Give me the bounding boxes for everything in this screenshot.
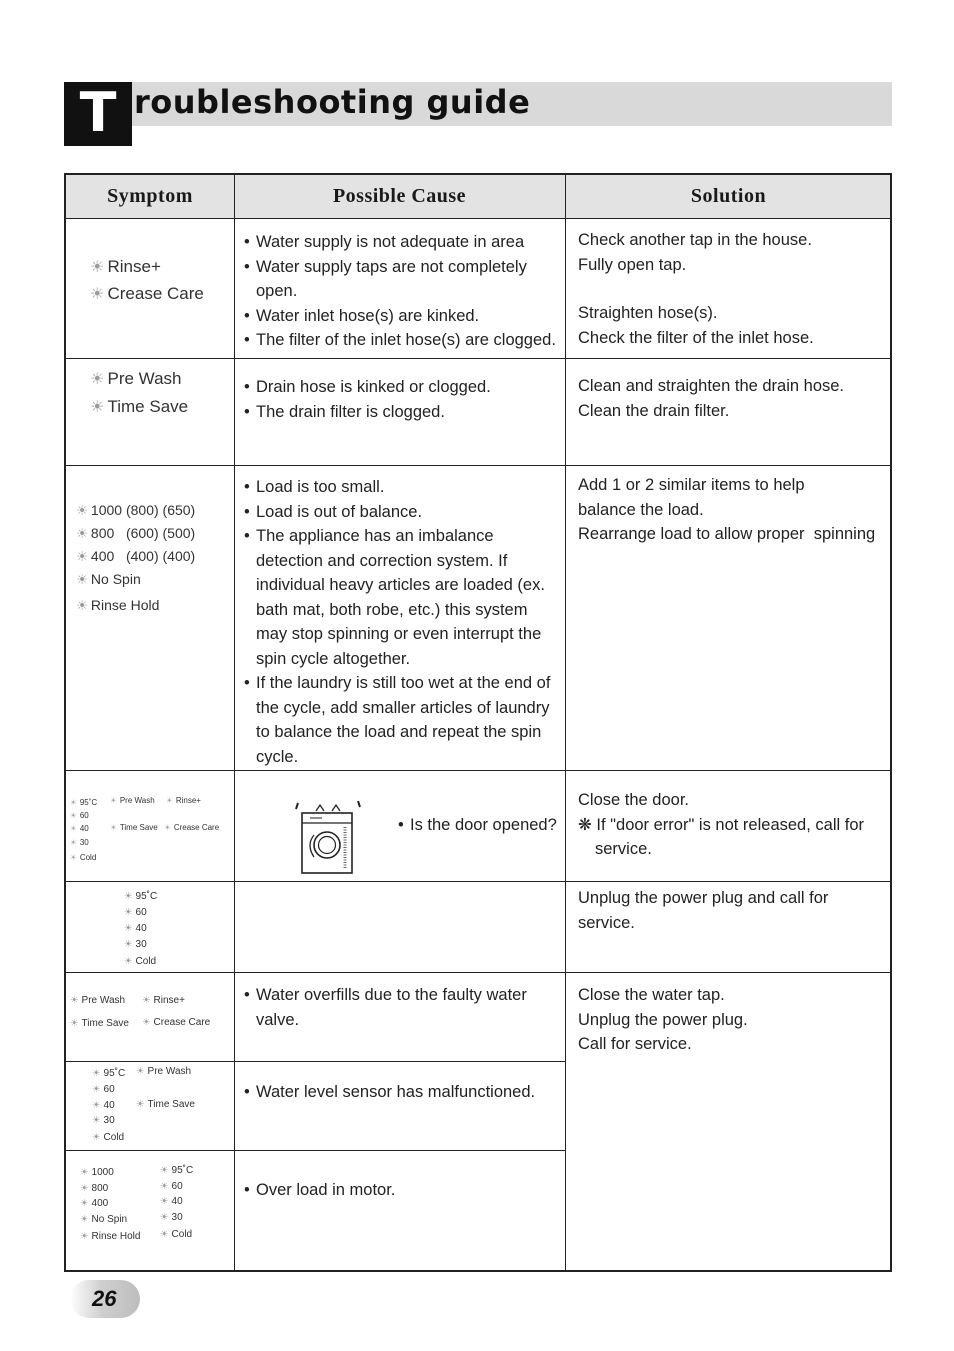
- indicator-30: ☀ 30: [124, 939, 147, 950]
- sparkle-indicator-icon: ☀: [70, 824, 77, 833]
- cause-item: • Water overfills due to the faulty water valve.: [244, 983, 560, 1032]
- indicator-cold: ☀ Cold: [70, 853, 97, 862]
- indicator-no-spin: ☀ No Spin: [76, 568, 141, 591]
- sparkle-indicator-icon: ☀: [142, 1017, 151, 1028]
- indicator-pre-wash: ☀ Pre Wash: [70, 995, 126, 1006]
- indicator-60: ☀ 60: [70, 811, 89, 820]
- solution-list: [578, 228, 883, 350]
- washer-door-open-icon: [276, 801, 376, 877]
- cause-item: • If the laundry is still too wet at the end of the cycle, add smaller articles of laundry to balance the load and repeat the spin cycle.: [244, 671, 562, 769]
- column-divider: [234, 175, 235, 1270]
- cause-list: [244, 375, 560, 424]
- solution-item: Add 1 or 2 similar items to help balance the load.: [578, 476, 805, 519]
- sparkle-indicator-icon: ☀: [90, 398, 105, 416]
- cause-item: • Is the door opened?: [398, 813, 558, 838]
- sparkle-indicator-icon: ☀: [136, 1099, 145, 1110]
- solution-list: [578, 983, 883, 1057]
- indicator-40: ☀ 40: [160, 1196, 183, 1207]
- sparkle-indicator-icon: ☀: [76, 549, 88, 564]
- indicator-pre-wash: ☀ Pre Wash: [136, 1066, 192, 1077]
- sparkle-indicator-icon: ☀: [70, 1018, 79, 1029]
- sparkle-indicator-icon: ☀: [166, 796, 173, 805]
- cause-item: • Over load in motor.: [244, 1178, 560, 1203]
- solution-item: Fully open tap.: [578, 255, 687, 274]
- solution-item: ❋ If "door error" is not released, call for service.: [578, 815, 864, 858]
- indicator-rinse-plus: ☀ Rinse+: [90, 253, 161, 281]
- indicator-30: ☀ 30: [92, 1115, 115, 1126]
- cause-list: [244, 230, 560, 353]
- sparkle-indicator-icon: ☀: [160, 1229, 169, 1240]
- solution-item: Unplug the power plug.: [578, 1010, 748, 1029]
- sparkle-indicator-icon: ☀: [160, 1181, 169, 1192]
- solution-item: Rearrange load to allow proper spinning: [578, 525, 876, 543]
- solution-item: Close the door.: [578, 791, 689, 809]
- cause-item: • Water supply is not adequate in area: [244, 230, 560, 255]
- sparkle-indicator-icon: ☀: [70, 853, 77, 862]
- indicator-rinse-plus: ☀ Rinse+: [166, 796, 201, 805]
- indicator-30: ☀ 30: [160, 1212, 183, 1223]
- indicator-60: ☀ 60: [160, 1181, 183, 1192]
- solution-item: Call for service.: [578, 1035, 692, 1053]
- title-initial-block: T: [64, 82, 132, 146]
- sparkle-indicator-icon: ☀: [76, 598, 88, 613]
- indicator-60: ☀ 60: [124, 907, 147, 918]
- sparkle-indicator-icon: ☀: [80, 1183, 89, 1194]
- cause-list: [244, 983, 560, 1032]
- solution-list: [578, 788, 883, 862]
- cause-item: • Drain hose is kinked or clogged.: [244, 375, 560, 400]
- solution-item: Check the filter of the inlet hose.: [578, 328, 814, 347]
- solution-item: Close the water tap.: [578, 986, 725, 1004]
- sparkle-indicator-icon: ☀: [110, 823, 117, 832]
- sparkle-indicator-icon: ☀: [92, 1100, 101, 1111]
- solution-list: [578, 886, 848, 935]
- solution-list: [578, 473, 876, 547]
- indicator-time-save: ☀ Time Save: [136, 1099, 195, 1110]
- cause-list: [398, 813, 558, 838]
- indicator-rinse-plus: ☀ Rinse+: [142, 995, 185, 1006]
- sparkle-indicator-icon: ☀: [92, 1132, 101, 1143]
- indicator-spin-400: ☀ 400: [80, 1198, 109, 1209]
- solution-item: Clean the drain filter.: [578, 401, 730, 420]
- sparkle-indicator-icon: ☀: [124, 907, 133, 918]
- sparkle-indicator-icon: ☀: [92, 1115, 101, 1126]
- indicator-no-spin: ☀ No Spin: [80, 1214, 128, 1225]
- indicator-40: ☀ 40: [92, 1100, 115, 1111]
- cause-item: • The appliance has an imbalance detection and correction system. If individual heavy articles are loaded (ex. bath mat, both robe, etc.) this system may stop spinning or even interrupt the spin cycle altogether.: [244, 524, 562, 671]
- row-divider: [66, 1150, 565, 1151]
- sparkle-indicator-icon: ☀: [90, 258, 105, 276]
- indicator-spin-800: ☀ 800: [80, 1183, 109, 1194]
- row-divider: [66, 358, 890, 359]
- column-divider: [565, 175, 566, 1270]
- sparkle-indicator-icon: ☀: [70, 811, 77, 820]
- indicator-95c: ☀ 95˚C: [92, 1068, 126, 1079]
- cause-item: • The filter of the inlet hose(s) are clogged.: [244, 328, 560, 353]
- solution-item: Straighten hose(s).: [578, 304, 718, 322]
- sparkle-indicator-icon: ☀: [92, 1084, 101, 1095]
- solution-item: Unplug the power plug and call for service.: [578, 889, 829, 932]
- sparkle-indicator-icon: ☀: [80, 1167, 89, 1178]
- sparkle-indicator-icon: ☀: [70, 995, 79, 1006]
- indicator-spin-1000: ☀ 1000: [80, 1167, 114, 1178]
- indicator-crease-care: ☀ Crease Care: [90, 280, 204, 308]
- indicator-95c: ☀ 95˚C: [160, 1165, 194, 1176]
- indicator-spin-800: ☀ 800 (600) (500): [76, 522, 195, 545]
- page-number: 26: [92, 1286, 117, 1311]
- sparkle-indicator-icon: ☀: [160, 1212, 169, 1223]
- row-divider: [66, 881, 890, 882]
- indicator-spin-400: ☀ 400 (400) (400): [76, 545, 195, 568]
- sparkle-indicator-icon: ☀: [90, 285, 105, 303]
- sparkle-indicator-icon: ☀: [80, 1231, 89, 1242]
- header-solution: Solution: [690, 185, 767, 207]
- sparkle-indicator-icon: ☀: [80, 1198, 89, 1209]
- row-divider: [66, 465, 890, 466]
- row-divider: [66, 218, 890, 219]
- indicator-time-save: ☀ Time Save: [90, 393, 188, 421]
- row-divider: [66, 1061, 565, 1062]
- indicator-cold: ☀ Cold: [124, 956, 157, 967]
- indicator-pre-wash: ☀ Pre Wash: [110, 796, 155, 805]
- cause-item: • Water supply taps are not completely open.: [244, 255, 560, 304]
- sparkle-indicator-icon: ☀: [92, 1068, 101, 1079]
- indicator-time-save: ☀ Time Save: [70, 1018, 129, 1029]
- cause-list: [244, 1080, 560, 1105]
- page-title: roubleshooting guide: [134, 83, 531, 121]
- indicator-spin-1000: ☀ 1000 (800) (650): [76, 499, 195, 522]
- indicator-cold: ☀ Cold: [92, 1132, 125, 1143]
- sparkle-indicator-icon: ☀: [124, 923, 133, 934]
- indicator-30: ☀ 30: [70, 838, 89, 847]
- indicator-time-save: ☀ Time Save: [110, 823, 158, 832]
- cause-item: • The drain filter is clogged.: [244, 400, 560, 425]
- solution-item: Clean and straighten the drain hose.: [578, 377, 845, 395]
- sparkle-indicator-icon: ☀: [76, 526, 88, 541]
- indicator-95c: ☀ 95˚C: [70, 798, 98, 807]
- sparkle-indicator-icon: ☀: [136, 1066, 145, 1077]
- cause-item: • Load is out of balance.: [244, 500, 562, 525]
- indicator-40: ☀ 40: [70, 824, 89, 833]
- sparkle-indicator-icon: ☀: [76, 503, 88, 518]
- cause-list: [244, 475, 562, 769]
- sparkle-indicator-icon: ☀: [160, 1196, 169, 1207]
- header-possible-cause: Possible Cause: [332, 185, 467, 207]
- indicator-crease-care: ☀ Crease Care: [142, 1017, 211, 1028]
- cause-list: [244, 1178, 560, 1203]
- sparkle-indicator-icon: ☀: [124, 939, 133, 950]
- indicator-pre-wash: ☀ Pre Wash: [90, 365, 182, 393]
- sparkle-indicator-icon: ☀: [76, 572, 88, 587]
- indicator-95c: ☀ 95˚C: [124, 891, 158, 902]
- indicator-60: ☀ 60: [92, 1084, 115, 1095]
- solution-list: [578, 374, 883, 423]
- sparkle-indicator-icon: ☀: [164, 823, 171, 832]
- troubleshooting-table: [64, 173, 892, 1272]
- header-symptom: Symptom: [107, 185, 193, 207]
- indicator-cold: ☀ Cold: [160, 1229, 193, 1240]
- cause-item: • Load is too small.: [244, 475, 562, 500]
- sparkle-indicator-icon: ☀: [124, 891, 133, 902]
- indicator-rinse-hold: ☀ Rinse Hold: [76, 594, 159, 617]
- indicator-40: ☀ 40: [124, 923, 147, 934]
- indicator-crease-care: ☀ Crease Care: [164, 823, 220, 832]
- indicator-rinse-hold: ☀ Rinse Hold: [80, 1231, 141, 1242]
- sparkle-indicator-icon: ☀: [90, 370, 105, 388]
- sparkle-indicator-icon: ☀: [142, 995, 151, 1006]
- sparkle-indicator-icon: ☀: [110, 796, 117, 805]
- row-divider: [66, 770, 890, 771]
- cause-item: • Water inlet hose(s) are kinked.: [244, 304, 560, 329]
- sparkle-indicator-icon: ☀: [80, 1214, 89, 1225]
- sparkle-indicator-icon: ☀: [160, 1165, 169, 1176]
- solution-item: Check another tap in the house.: [578, 231, 812, 249]
- sparkle-indicator-icon: ☀: [70, 798, 77, 807]
- row-divider: [66, 972, 890, 973]
- cause-item: • Water level sensor has malfunctioned.: [244, 1080, 560, 1105]
- sparkle-indicator-icon: ☀: [70, 838, 77, 847]
- sparkle-indicator-icon: ☀: [124, 956, 133, 967]
